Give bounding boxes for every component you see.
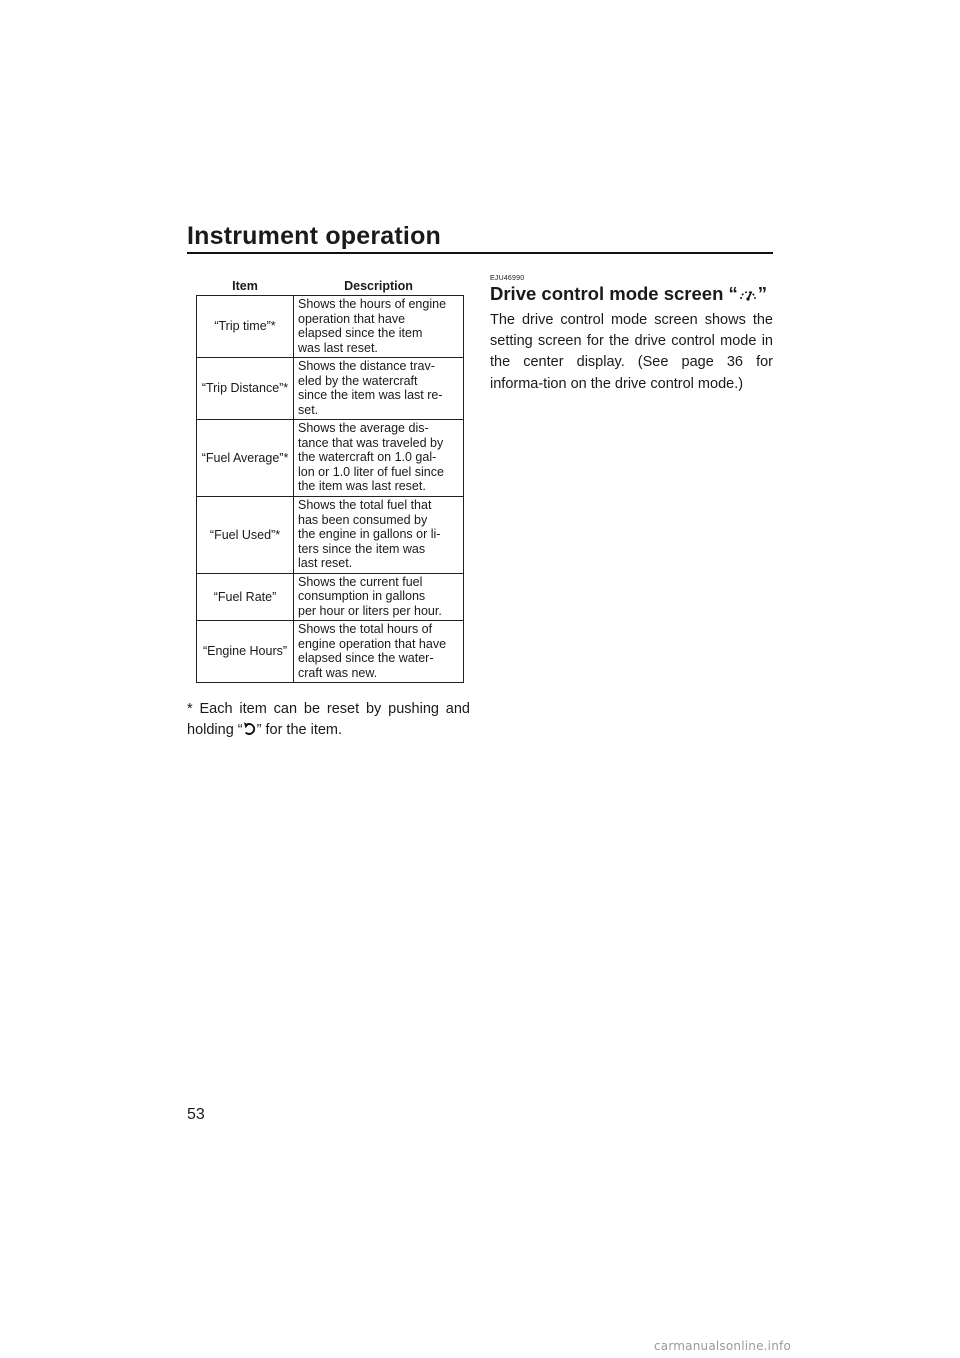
description-text: Shows the average dis- tance that was traveled by the watercraft on 1.0 gal- lon or 1.0 liter of fuel since the item was last reset. xyxy=(298,421,444,494)
table-cell-item: “Trip Distance”* xyxy=(197,358,294,420)
page-number: 53 xyxy=(187,1106,205,1123)
table-row xyxy=(197,573,464,621)
header-rule xyxy=(187,252,773,254)
table-cell-description xyxy=(294,420,464,497)
section-heading-close: ” xyxy=(757,283,768,304)
description-text: Shows the total fuel that has been consumed by the engine in gallons or li- ters since the item was last reset. xyxy=(298,498,441,570)
description-text: Shows the total hours of engine operation that have elapsed since the water- craft was new. xyxy=(298,622,447,680)
section-heading-text: Drive control mode screen “ xyxy=(490,283,738,304)
table-cell-description xyxy=(294,497,464,574)
table-cell-description xyxy=(294,358,464,420)
page-title: Instrument operation xyxy=(187,222,442,250)
drive-control-mode-icon xyxy=(739,285,757,307)
table-footnote xyxy=(187,699,470,744)
description-text: Shows the distance trav- eled by the watercraft since the item was last re- set. xyxy=(298,359,443,417)
table-row xyxy=(197,420,464,497)
table-cell-item: “Fuel Rate” xyxy=(197,573,294,621)
description-text: Shows the hours of engine operation that have elapsed since the item was last reset. xyxy=(298,297,447,355)
footnote-text-before: * Each item can be reset by pushing and holding “ xyxy=(187,701,470,738)
section-body: The drive control mode screen shows the setting screen for the drive control mode in the center display. (See page 36 for informa-tion on the drive control mode.) xyxy=(490,312,773,392)
table-cell-description xyxy=(294,573,464,621)
table-cell-item: “Trip time”* xyxy=(197,296,294,358)
table-cell-description xyxy=(294,296,464,358)
description-text: Shows the current fuel consumption in gallons per hour or liters per hour. xyxy=(298,574,442,618)
table-row xyxy=(197,621,464,683)
table-cell-item: “Fuel Used”* xyxy=(197,497,294,574)
section-heading xyxy=(490,283,767,307)
table-cell-item: “Engine Hours” xyxy=(197,621,294,683)
table-row xyxy=(197,358,464,420)
table-row xyxy=(197,296,464,358)
table-row xyxy=(197,497,464,574)
table-header-description: Description xyxy=(294,277,464,296)
table-header-item: Item xyxy=(197,277,294,296)
reset-arrow-icon xyxy=(243,721,257,744)
table-header-row xyxy=(197,277,464,296)
watermark: carmanualsonline.info xyxy=(654,1339,791,1353)
item-description-table xyxy=(196,277,464,683)
footnote-text-after: ” for the item. xyxy=(256,722,343,738)
table-cell-description xyxy=(294,621,464,683)
table-cell-item: “Fuel Average”* xyxy=(197,420,294,497)
section-code: EJU46990 xyxy=(490,275,525,282)
